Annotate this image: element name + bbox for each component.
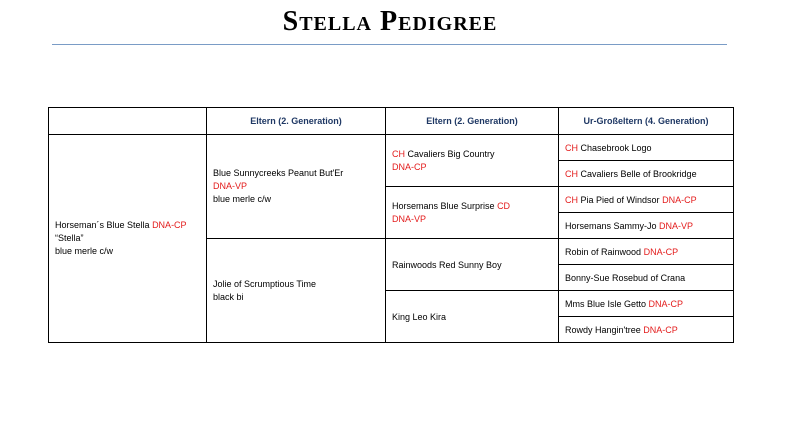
- gg-name: Horsemans Sammy-Jo: [565, 220, 657, 231]
- grandparent-prefix: CH: [392, 148, 405, 159]
- header-row: [49, 108, 734, 135]
- gg-suffix: DNA-CP: [648, 298, 684, 309]
- gg-name: Cavaliers Belle of Brookridge: [580, 168, 697, 179]
- great-grandparent-cell: [559, 161, 734, 187]
- header-col4: Ur-Großeltern (4. Generation): [559, 108, 734, 135]
- gg-prefix: CH: [565, 168, 578, 179]
- great-grandparent-cell: [559, 265, 734, 291]
- grandparent-cell: [386, 135, 559, 187]
- gg-name: Pia Pied of Windsor: [580, 194, 660, 205]
- great-grandparent-cell: [559, 291, 734, 317]
- sire-name: Blue Sunnycreeks Peanut But'Er: [213, 168, 344, 178]
- dog-name-line: [55, 219, 200, 232]
- grandparent-cell: [386, 239, 559, 291]
- gg-prefix: CH: [565, 194, 578, 205]
- grandparent-name: Rainwoods Red Sunny Boy: [392, 259, 502, 270]
- gg-name: Chasebrook Logo: [580, 142, 652, 153]
- gg-name: Mms Blue Isle Getto: [565, 298, 647, 309]
- gg-suffix: DNA-CP: [643, 246, 679, 257]
- header-col2: Eltern (2. Generation): [207, 108, 386, 135]
- grandparent-suffix2: DNA-VP: [392, 213, 427, 224]
- grandparent-name-line: [392, 200, 552, 213]
- grandparent-name: King Leo Kira: [392, 311, 447, 322]
- sire-suffix: DNA-VP: [213, 181, 248, 191]
- dog-name-suffix: DNA-CP: [152, 220, 187, 230]
- great-grandparent-cell: [559, 317, 734, 343]
- great-grandparent-cell: [559, 213, 734, 239]
- title-divider: [52, 44, 727, 45]
- page-title: Stella Pedigree: [282, 6, 498, 37]
- grandparent-name-line: [392, 148, 552, 161]
- pedigree-table: [48, 107, 734, 343]
- gg-suffix: DNA-CP: [662, 194, 697, 205]
- grandparent-suffix: CD: [497, 200, 511, 211]
- grandparent-name: Cavaliers Big Country: [407, 148, 495, 159]
- great-grandparent-cell: [559, 135, 734, 161]
- gg-name: Robin of Rainwood: [565, 246, 642, 257]
- gg-prefix: CH: [565, 142, 578, 153]
- grandparent-suffix: DNA-CP: [392, 161, 427, 172]
- dam-name: Jolie of Scrumptious Time: [213, 278, 317, 289]
- gg-suffix: DNA-VP: [659, 220, 694, 231]
- header-col1: [49, 108, 207, 135]
- dam-color: black bi: [213, 291, 244, 302]
- sire-color: blue merle c/w: [213, 194, 272, 204]
- grandparent-cell: [386, 187, 559, 239]
- grandparent-cell: [386, 291, 559, 343]
- dog-name: Horseman´s Blue Stella: [55, 220, 150, 230]
- dog-color: blue merle c/w: [55, 246, 114, 256]
- header-col3: Eltern (2. Generation): [386, 108, 559, 135]
- gg-name: Rowdy Hangin'tree: [565, 324, 641, 335]
- dam-cell: [207, 239, 386, 343]
- gg-name: Bonny-Sue Rosebud of Crana: [565, 272, 686, 283]
- great-grandparent-cell: [559, 239, 734, 265]
- gg-suffix: DNA-CP: [643, 324, 678, 335]
- sire-cell: [207, 135, 386, 239]
- dog-cell: [49, 135, 207, 343]
- grandparent-name: Horsemans Blue Surprise: [392, 200, 495, 211]
- great-grandparent-cell: [559, 187, 734, 213]
- dog-callname: “Stella”: [55, 233, 84, 243]
